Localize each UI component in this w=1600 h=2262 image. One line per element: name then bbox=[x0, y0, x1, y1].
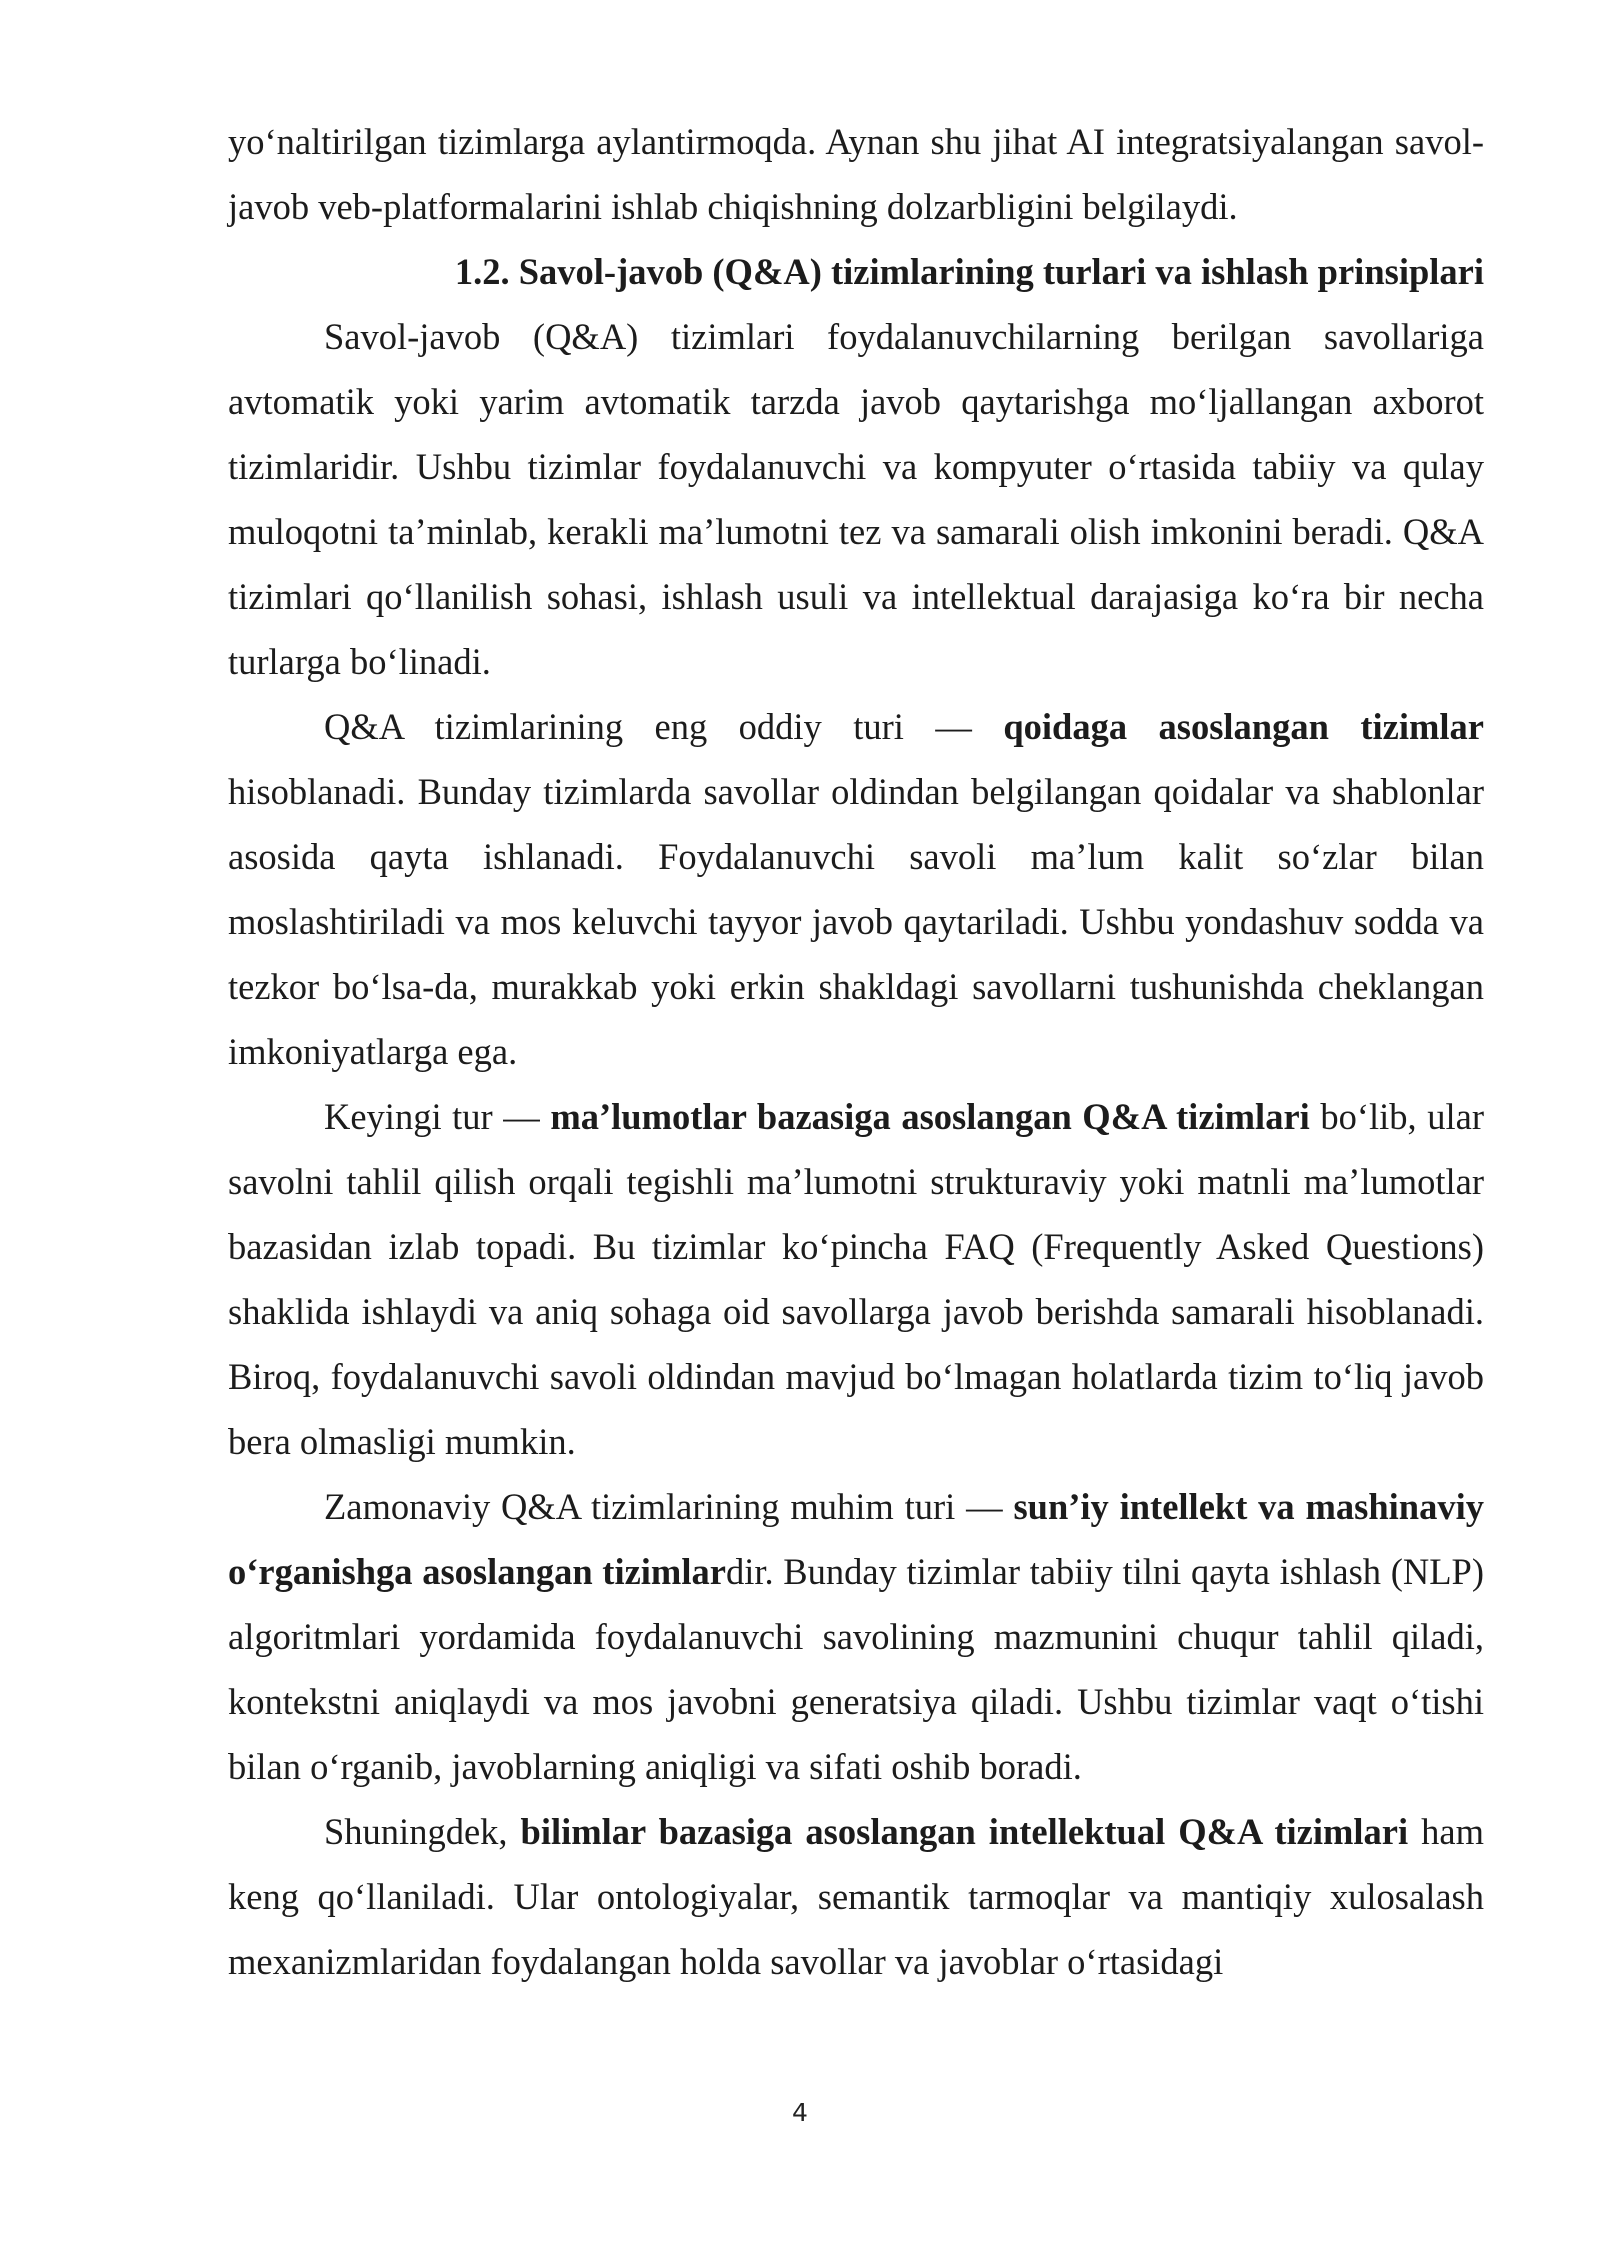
bold-term: sun’iy intellekt va mashinaviy o‘rganishga asoslangan tizimlar bbox=[228, 1486, 1484, 1592]
document-page bbox=[228, 109, 1484, 1994]
body-paragraph bbox=[228, 1084, 1484, 1474]
text-run: hisoblanadi. Bunday tizimlarda savollar oldindan belgilangan qoidalar va shablonlar asosida qayta ishlanadi. Foydalanuvchi savoli ma’lum kalit so‘zlar bilan moslashtiriladi va mos keluvchi tayyor javob qaytariladi. Ushbu yondashuv sodda va tezkor bo‘lsa-da, murakkab yoki erkin shakldagi savollarni tushunishda cheklangan imkoniyatlarga ega. bbox=[228, 771, 1484, 1072]
text-run: Shuningdek, bbox=[324, 1811, 521, 1852]
text-run: Keyingi tur — bbox=[324, 1096, 551, 1137]
body-paragraph bbox=[228, 1474, 1484, 1799]
text-run: dir. Bunday tizimlar tabiiy tilni qayta ishlash (NLP) algoritmlari yordamida foydalanuvchi savolining mazmunini chuqur tahlil qiladi, kontekstni aniqlaydi va mos javobni generatsiya qiladi. Ushbu tizimlar vaqt o‘tishi bilan o‘rganib, javoblarning aniqligi va sifati oshib boradi. bbox=[228, 1551, 1484, 1787]
body-paragraph bbox=[228, 1799, 1484, 1994]
body-paragraph bbox=[228, 694, 1484, 1084]
text-run: bo‘lib, ular savolni tahlil qilish orqali tegishli ma’lumotni strukturaviy yoki matnli ma’lumotlar bazasidan izlab topadi. Bu tizimlar ko‘pincha FAQ (Frequently Asked Questions) shaklida ishlaydi va aniq sohaga oid savollarga javob berishda samarali hisoblanadi. Biroq, foydalanuvchi savoli oldindan mavjud bo‘lmagan holatlarda tizim to‘liq javob bera olmasligi mumkin. bbox=[228, 1096, 1484, 1462]
text-run: Q&A tizimlarining eng oddiy turi — bbox=[324, 706, 1004, 747]
text-run: Zamonaviy Q&A tizimlarining muhim turi — bbox=[324, 1486, 1014, 1527]
text-run: ham keng qo‘llaniladi. Ular ontologiyalar, semantik tarmoqlar va mantiqiy xulosalash mexanizmlaridan foydalangan holda savollar va javoblar o‘rtasidagi bbox=[228, 1811, 1484, 1982]
page-number: 4 bbox=[792, 2098, 808, 2127]
section-heading bbox=[228, 239, 1484, 304]
bold-term: bilimlar bazasiga asoslangan intellektual Q&A tizimlari bbox=[520, 1811, 1409, 1852]
bold-term: qoidaga asoslangan tizimlar bbox=[1003, 706, 1484, 747]
bold-term: 1.2. Savol-javob (Q&A) tizimlarining turlari va ishlash prinsiplari bbox=[454, 251, 1484, 292]
body-paragraph bbox=[228, 304, 1484, 694]
continued-paragraph bbox=[228, 109, 1484, 239]
text-run: Savol-javob (Q&A) tizimlari foydalanuvchilarning berilgan savollariga avtomatik yoki yarim avtomatik tarzda javob qaytarishga mo‘ljallangan axborot tizimlaridir. Ushbu tizimlar foydalanuvchi va kompyuter o‘rtasida tabiiy va qulay muloqotni ta’minlab, kerakli ma’lumotni tez va samarali olish imkonini beradi. Q&A tizimlari qo‘llanilish sohasi, ishlash usuli va intellektual darajasiga ko‘ra bir necha turlarga bo‘linadi. bbox=[228, 316, 1484, 682]
bold-term: ma’lumotlar bazasiga asoslangan Q&A tizimlari bbox=[550, 1096, 1310, 1137]
text-run: yo‘naltirilgan tizimlarga aylantirmoqda. Aynan shu jihat AI integratsiyalangan savol-javob veb-platformalarini ishlab chiqishning dolzarbligini belgilaydi. bbox=[228, 121, 1484, 227]
